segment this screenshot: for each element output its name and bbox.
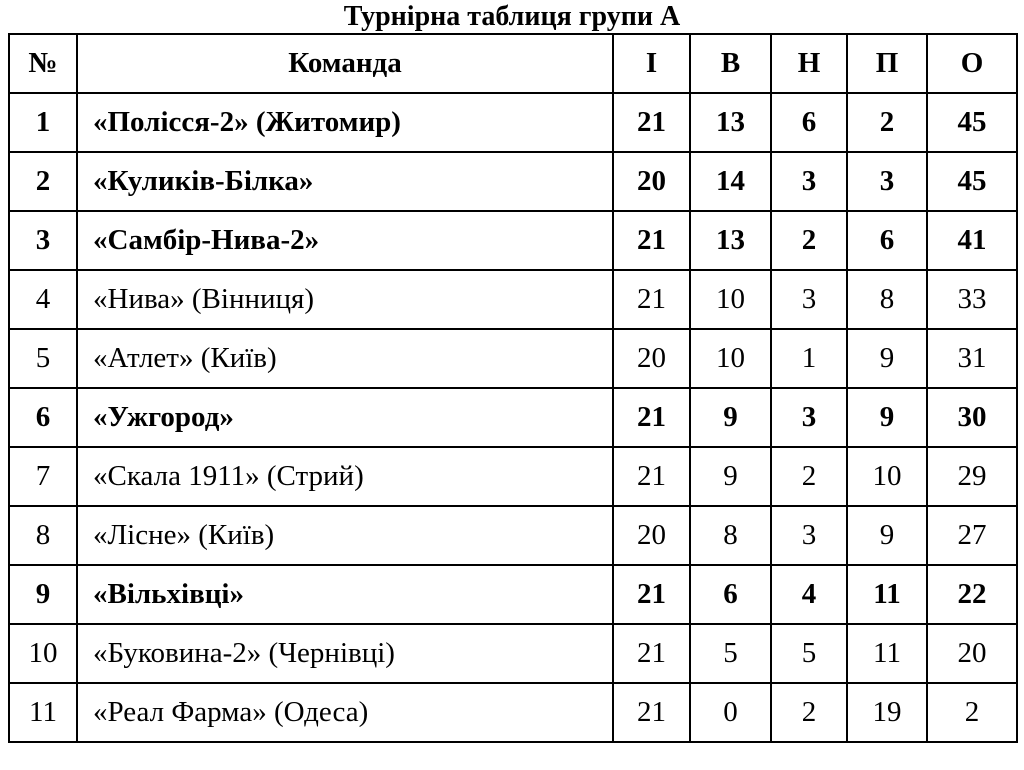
cell-points: 30 [927, 388, 1017, 447]
cell-team: «Полісся-2» (Житомир) [77, 93, 613, 152]
cell-played: 21 [613, 565, 690, 624]
cell-position: 8 [9, 506, 77, 565]
cell-losses: 10 [847, 447, 927, 506]
cell-points: 20 [927, 624, 1017, 683]
cell-wins: 9 [690, 447, 771, 506]
cell-wins: 13 [690, 93, 771, 152]
cell-played: 21 [613, 93, 690, 152]
cell-wins: 0 [690, 683, 771, 742]
cell-played: 21 [613, 211, 690, 270]
table-row [9, 388, 1017, 447]
cell-played: 21 [613, 270, 690, 329]
cell-draws: 3 [771, 270, 847, 329]
cell-draws: 2 [771, 211, 847, 270]
table-row [9, 447, 1017, 506]
cell-team: «Скала 1911» (Стрий) [77, 447, 613, 506]
header-points: О [927, 34, 1017, 93]
cell-played: 20 [613, 506, 690, 565]
cell-team: «Лісне» (Київ) [77, 506, 613, 565]
cell-played: 20 [613, 152, 690, 211]
cell-played: 20 [613, 329, 690, 388]
header-wins: В [690, 34, 771, 93]
cell-losses: 11 [847, 565, 927, 624]
cell-points: 45 [927, 152, 1017, 211]
cell-wins: 5 [690, 624, 771, 683]
cell-losses: 2 [847, 93, 927, 152]
page-title: Турнірна таблиця групи А [343, 1, 681, 32]
cell-draws: 4 [771, 565, 847, 624]
cell-losses: 8 [847, 270, 927, 329]
table-row [9, 152, 1017, 211]
cell-position: 5 [9, 329, 77, 388]
cell-team: «Атлет» (Київ) [77, 329, 613, 388]
header-losses: П [847, 34, 927, 93]
cell-team: «Куликів-Білка» [77, 152, 613, 211]
cell-played: 21 [613, 683, 690, 742]
table-row [9, 506, 1017, 565]
cell-position: 2 [9, 152, 77, 211]
cell-position: 7 [9, 447, 77, 506]
cell-team: «Ужгород» [77, 388, 613, 447]
cell-losses: 3 [847, 152, 927, 211]
cell-draws: 5 [771, 624, 847, 683]
cell-position: 4 [9, 270, 77, 329]
header-row [9, 34, 1017, 93]
cell-losses: 9 [847, 329, 927, 388]
cell-team: «Буковина-2» (Чернівці) [77, 624, 613, 683]
header-team: Команда [77, 34, 613, 93]
table-row [9, 270, 1017, 329]
standings-table [8, 33, 1018, 743]
cell-draws: 2 [771, 683, 847, 742]
cell-points: 41 [927, 211, 1017, 270]
header-draws: Н [771, 34, 847, 93]
cell-team: «Реал Фарма» (Одеса) [77, 683, 613, 742]
cell-position: 10 [9, 624, 77, 683]
header-position: № [9, 34, 77, 93]
table-row [9, 565, 1017, 624]
cell-losses: 11 [847, 624, 927, 683]
header-played: І [613, 34, 690, 93]
cell-losses: 9 [847, 506, 927, 565]
cell-position: 9 [9, 565, 77, 624]
cell-wins: 13 [690, 211, 771, 270]
cell-draws: 3 [771, 388, 847, 447]
table-row [9, 624, 1017, 683]
cell-draws: 2 [771, 447, 847, 506]
cell-wins: 9 [690, 388, 771, 447]
cell-points: 33 [927, 270, 1017, 329]
cell-losses: 6 [847, 211, 927, 270]
table-row [9, 683, 1017, 742]
cell-points: 45 [927, 93, 1017, 152]
cell-played: 21 [613, 447, 690, 506]
cell-wins: 10 [690, 270, 771, 329]
cell-wins: 14 [690, 152, 771, 211]
cell-played: 21 [613, 388, 690, 447]
cell-points: 29 [927, 447, 1017, 506]
cell-team: «Нива» (Вінниця) [77, 270, 613, 329]
cell-points: 22 [927, 565, 1017, 624]
cell-points: 2 [927, 683, 1017, 742]
cell-points: 31 [927, 329, 1017, 388]
cell-position: 6 [9, 388, 77, 447]
cell-position: 11 [9, 683, 77, 742]
cell-position: 1 [9, 93, 77, 152]
table-row [9, 93, 1017, 152]
cell-team: «Вільхівці» [77, 565, 613, 624]
cell-losses: 9 [847, 388, 927, 447]
cell-wins: 10 [690, 329, 771, 388]
cell-position: 3 [9, 211, 77, 270]
cell-points: 27 [927, 506, 1017, 565]
cell-draws: 3 [771, 152, 847, 211]
cell-draws: 1 [771, 329, 847, 388]
cell-losses: 19 [847, 683, 927, 742]
table-row [9, 211, 1017, 270]
cell-team: «Самбір-Нива-2» [77, 211, 613, 270]
table-row [9, 329, 1017, 388]
cell-wins: 6 [690, 565, 771, 624]
cell-draws: 6 [771, 93, 847, 152]
cell-played: 21 [613, 624, 690, 683]
cell-draws: 3 [771, 506, 847, 565]
cell-wins: 8 [690, 506, 771, 565]
